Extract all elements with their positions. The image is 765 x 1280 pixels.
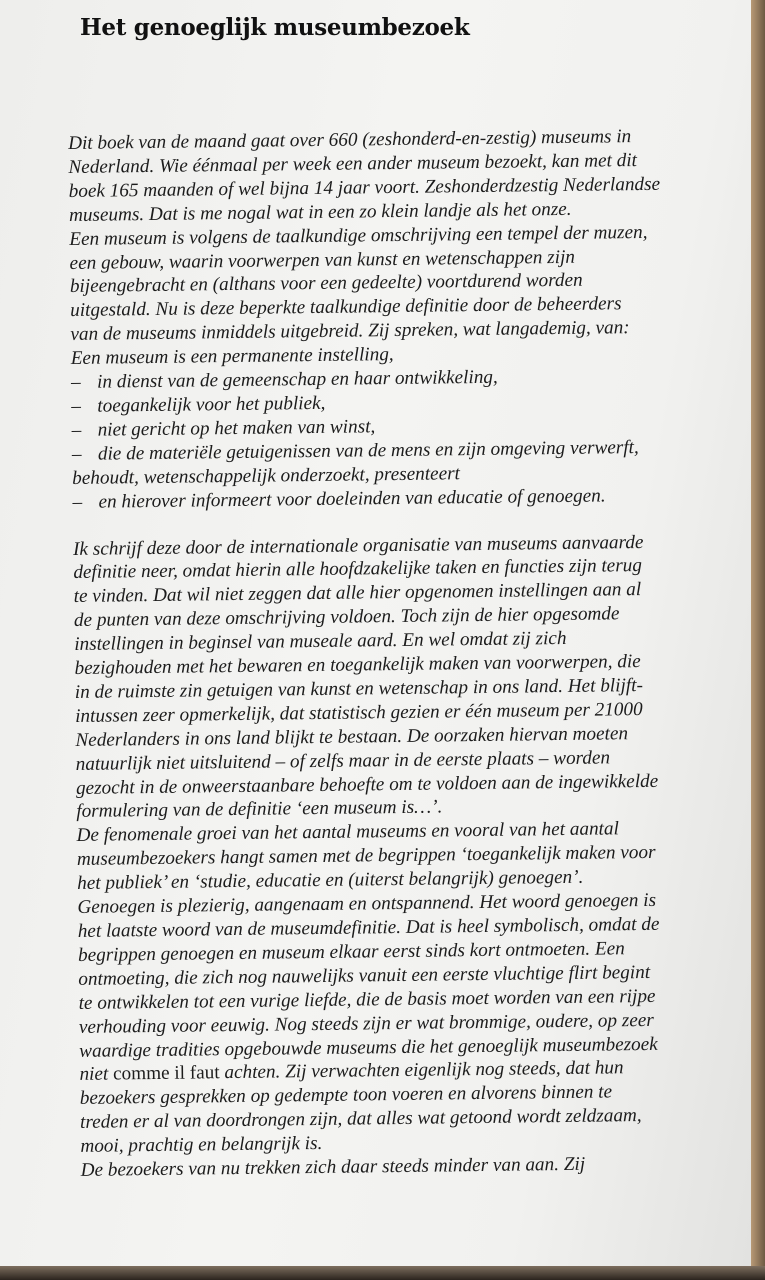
text-line: treden er al van doordrongen zijn, dat alles wat getoond wordt zeldzaam, xyxy=(79,1105,642,1134)
list-dash: – xyxy=(71,395,82,417)
list-dash: – xyxy=(71,419,82,441)
table-shadow xyxy=(0,1266,765,1280)
list-item-text: niet gericht op het maken van winst, xyxy=(97,416,376,441)
text-line: Een museum is een permanente instelling, xyxy=(70,344,394,370)
text-line: Een museum is volgens de taalkundige omschrijving een tempel der muzen, xyxy=(69,221,648,250)
body-text xyxy=(68,124,761,1183)
text-line: museums. Dat is me nogal wat in een zo klein landje als het onze. xyxy=(68,198,572,226)
text-line: verhouding voor eeuwig. Nog steeds zijn er wat brommige, oudere, op zeer xyxy=(78,1009,654,1038)
upright-phrase: comme il faut xyxy=(112,1062,220,1085)
text-line: Ik schrijf deze door de internationale organisatie van museums aanvaarde xyxy=(72,531,644,560)
text-line: Nederlanders in ons land blijkt te bestaan. De oorzaken hiervan moeten xyxy=(75,722,629,751)
text-fragment: achten. Zij verwachten eigenlijk nog steeds, dat hun xyxy=(224,1057,624,1084)
list-dash: – xyxy=(71,443,82,465)
text-line: museumbezoekers hangt samen met de begrippen ‘toegankelijk maken voor xyxy=(76,842,656,871)
text-line: mooi, prachtig en belangrijk is. xyxy=(80,1133,323,1158)
text-line: behoudt, wetenschappelijk onderzoekt, presenteert xyxy=(72,462,461,489)
text-line: het laatste woord van de museumdefinitie. Dat is heel symbolisch, omdat de xyxy=(77,913,660,942)
text-line: gezocht in de onweerstaanbare behoefte om te voldoen aan de ingewikkelde xyxy=(75,770,659,799)
list-item-text: en hierover informeert voor doeleinden van educatie of genoegen. xyxy=(98,485,606,513)
page-title: Het genoeglijk museumbezoek xyxy=(80,14,470,41)
list-dash: – xyxy=(70,371,81,394)
text-line: ontmoeting, die zich nog nauwelijks vanuit een eerste vluchtige flirt begint xyxy=(78,961,651,990)
text-line: te ontwikkelen tot een vurige liefde, die de basis moet worden van een rijpe xyxy=(78,985,656,1014)
text-line: uitgestald. Nu is deze beperkte taalkundige definitie door de beheerders xyxy=(70,293,622,322)
text-line: intussen zeer opmerkelijk, dat statistisch gezien er één museum per 21000 xyxy=(75,698,643,727)
text-line: formulering van de definitie ‘een museum is…’. xyxy=(76,796,443,823)
text-line: boek 165 maanden of wel bijna 14 jaar voort. Zeshonderdzestig Nederlandse xyxy=(68,173,661,202)
text-line: Nederland. Wie éénmaal per week een ander museum bezoekt, kan met dit xyxy=(68,149,638,178)
list-item-text: toegankelijk voor het publiek, xyxy=(97,392,326,417)
text-line: bijeengebracht en (althans voor een gedeelte) voortdurend worden xyxy=(69,270,583,298)
list-dash: – xyxy=(72,491,83,513)
list-item-text: in dienst van de gemeenschap en haar ontwikkeling, xyxy=(96,366,498,393)
text-line: van de museums inmiddels uitgebreid. Zij spreken, wat langademig, van: xyxy=(70,317,630,346)
text-line: waardige tradities opgebouwde museums die het genoeglijk museumbezoek xyxy=(79,1033,658,1062)
text-line: in de ruimste zin getuigen van kunst en wetenschap in ons land. Het blijft- xyxy=(74,674,644,703)
text-line: te vinden. Dat wil niet zeggen dat alle hier opgenomen instellingen aan al xyxy=(73,579,642,608)
text-line: De fenomenale groei van het aantal museums en vooral van het aantal xyxy=(76,818,619,847)
text-line: bezoekers gesprekken op gedempte toon voeren en alvorens binnen te xyxy=(79,1081,613,1110)
text-line: Dit boek van de maand gaat over 660 (zeshonderd-en-zestig) museums in xyxy=(68,126,632,154)
text-line: een gebouw, waarin voorwerpen van kunst en wetenschappen zijn xyxy=(69,246,576,274)
text-line: definitie neer, omdat hierin alle hoofdzakelijke taken en functies zijn terug xyxy=(73,555,643,584)
text-line: het publiek’ en ‘studie, educatie en (uiterst belangrijk) genoegen’. xyxy=(77,866,584,895)
text-line: de punten van deze omschrijving voldoen. Toch zijn de hier opgesomde xyxy=(73,603,620,632)
text-line: natuurlijk niet uitsluitend – of zelfs maar in de eerste plaats – worden xyxy=(75,747,611,775)
text-line: Genoegen is plezierig, aangenaam en ontspannend. Het woord genoegen is xyxy=(77,889,657,919)
list-item-text: die de materiële getuigenissen van de mens en zijn omgeving verwerft, xyxy=(97,436,639,465)
text-line: begrippen genoegen en museum elkaar eerst sinds kort ontmoeten. Een xyxy=(77,938,625,966)
text-fragment: niet xyxy=(79,1064,109,1086)
text-line: instellingen in beginsel van museale aard. En wel omdat zij zich xyxy=(74,628,567,656)
book-edge xyxy=(751,0,765,1280)
text-line: De bezoekers van nu trekken zich daar steeds minder van aan. Zij xyxy=(80,1153,586,1181)
text-line: bezighouden met het bewaren en toegankelijk maken van voorwerpen, die xyxy=(74,651,641,679)
